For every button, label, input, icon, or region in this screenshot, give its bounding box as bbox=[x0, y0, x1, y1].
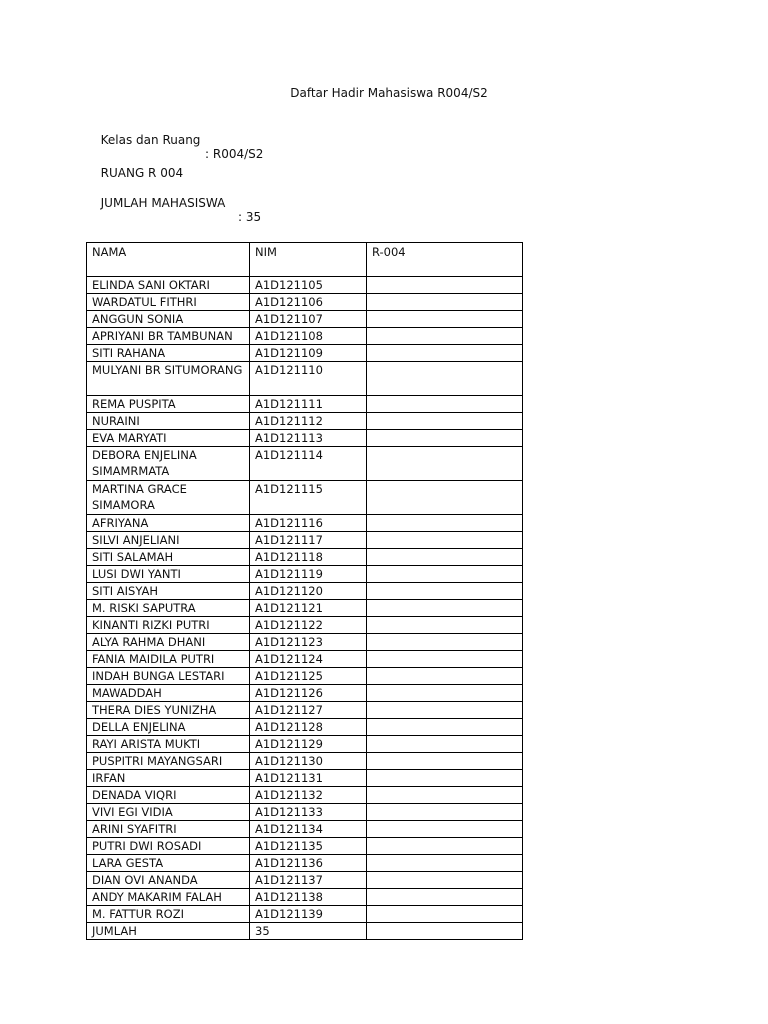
cell-nama: ANGGUN SONIA bbox=[87, 311, 250, 328]
document-title: Daftar Hadir Mahasiswa R004/S2 bbox=[290, 86, 488, 100]
cell-nim: A1D121117 bbox=[250, 532, 367, 549]
table-row bbox=[87, 651, 523, 668]
cell-nim: A1D121109 bbox=[250, 345, 367, 362]
cell-nim: A1D121131 bbox=[250, 770, 367, 787]
table-row bbox=[87, 362, 523, 396]
cell-nim: A1D121130 bbox=[250, 753, 367, 770]
cell-nim: A1D121139 bbox=[250, 906, 367, 923]
cell-r004 bbox=[367, 634, 523, 651]
cell-r004 bbox=[367, 413, 523, 430]
table-row bbox=[87, 294, 523, 311]
table-row bbox=[87, 447, 523, 481]
cell-nama: ARINI SYAFITRI bbox=[87, 821, 250, 838]
cell-nama: SITI RAHANA bbox=[87, 345, 250, 362]
table-row bbox=[87, 668, 523, 685]
table-row bbox=[87, 311, 523, 328]
table-row bbox=[87, 583, 523, 600]
cell-r004 bbox=[367, 719, 523, 736]
table-row bbox=[87, 787, 523, 804]
table-row bbox=[87, 617, 523, 634]
cell-r004 bbox=[367, 396, 523, 413]
kelas-value: : R004/S2 bbox=[205, 147, 264, 161]
cell-nim: A1D121125 bbox=[250, 668, 367, 685]
ruang-label: RUANG R 004 bbox=[100, 166, 184, 180]
table-row bbox=[87, 549, 523, 566]
cell-nama: LARA GESTA bbox=[87, 855, 250, 872]
cell-r004 bbox=[367, 889, 523, 906]
table-row bbox=[87, 770, 523, 787]
footer-r004 bbox=[367, 923, 523, 940]
table-row bbox=[87, 906, 523, 923]
ruang-line bbox=[93, 152, 183, 180]
cell-nim: A1D121129 bbox=[250, 736, 367, 753]
cell-nim: A1D121107 bbox=[250, 311, 367, 328]
cell-nama: ANDY MAKARIM FALAH bbox=[87, 889, 250, 906]
table-row bbox=[87, 532, 523, 549]
table-row bbox=[87, 430, 523, 447]
table-row bbox=[87, 634, 523, 651]
table-row bbox=[87, 396, 523, 413]
cell-r004 bbox=[367, 566, 523, 583]
cell-nama: M. FATTUR ROZI bbox=[87, 906, 250, 923]
cell-r004 bbox=[367, 736, 523, 753]
header-r004: R-004 bbox=[367, 243, 523, 277]
table-footer-row bbox=[87, 923, 523, 940]
cell-nim: A1D121135 bbox=[250, 838, 367, 855]
cell-nama: APRIYANI BR TAMBUNAN bbox=[87, 328, 250, 345]
cell-r004 bbox=[367, 447, 523, 481]
cell-nim: A1D121113 bbox=[250, 430, 367, 447]
table-row bbox=[87, 855, 523, 872]
table-row bbox=[87, 481, 523, 515]
header-nim: NIM bbox=[250, 243, 367, 277]
cell-nim: A1D121112 bbox=[250, 413, 367, 430]
table-row bbox=[87, 685, 523, 702]
cell-nama: M. RISKI SAPUTRA bbox=[87, 600, 250, 617]
table-row bbox=[87, 515, 523, 532]
cell-r004 bbox=[367, 328, 523, 345]
cell-nama: SITI SALAMAH bbox=[87, 549, 250, 566]
cell-nama: MARTINA GRACE SIMAMORA bbox=[87, 481, 250, 515]
cell-r004 bbox=[367, 345, 523, 362]
table-row bbox=[87, 328, 523, 345]
cell-nama: DELLA ENJELINA bbox=[87, 719, 250, 736]
cell-nama: DENADA VIQRI bbox=[87, 787, 250, 804]
cell-nama: ALYA RAHMA DHANI bbox=[87, 634, 250, 651]
attendance-table bbox=[86, 242, 523, 940]
cell-nama: PUTRI DWI ROSADI bbox=[87, 838, 250, 855]
cell-r004 bbox=[367, 532, 523, 549]
cell-r004 bbox=[367, 430, 523, 447]
cell-r004 bbox=[367, 753, 523, 770]
cell-nama: SILVI ANJELIANI bbox=[87, 532, 250, 549]
cell-nim: A1D121120 bbox=[250, 583, 367, 600]
cell-nim: A1D121134 bbox=[250, 821, 367, 838]
table-row bbox=[87, 804, 523, 821]
table-row bbox=[87, 702, 523, 719]
cell-nim: A1D121133 bbox=[250, 804, 367, 821]
cell-nim: A1D121122 bbox=[250, 617, 367, 634]
cell-nama: MAWADDAH bbox=[87, 685, 250, 702]
cell-r004 bbox=[367, 872, 523, 889]
cell-nim: A1D121111 bbox=[250, 396, 367, 413]
header-nama: NAMA bbox=[87, 243, 250, 277]
table-row bbox=[87, 277, 523, 294]
cell-nama: AFRIYANA bbox=[87, 515, 250, 532]
cell-nama: LUSI DWI YANTI bbox=[87, 566, 250, 583]
cell-nama: ELINDA SANI OKTARI bbox=[87, 277, 250, 294]
cell-r004 bbox=[367, 294, 523, 311]
cell-nim: A1D121119 bbox=[250, 566, 367, 583]
cell-r004 bbox=[367, 838, 523, 855]
cell-nama: IRFAN bbox=[87, 770, 250, 787]
cell-r004 bbox=[367, 855, 523, 872]
cell-nim: A1D121118 bbox=[250, 549, 367, 566]
jumlah-label: JUMLAH MAHASISWA bbox=[100, 196, 226, 210]
table-row bbox=[87, 838, 523, 855]
cell-nim: A1D121105 bbox=[250, 277, 367, 294]
attendance-table-body bbox=[87, 243, 523, 940]
table-row bbox=[87, 821, 523, 838]
cell-nama: FANIA MAIDILA PUTRI bbox=[87, 651, 250, 668]
cell-nim: A1D121126 bbox=[250, 685, 367, 702]
cell-r004 bbox=[367, 787, 523, 804]
cell-nama: EVA MARYATI bbox=[87, 430, 250, 447]
cell-nama: THERA DIES YUNIZHA bbox=[87, 702, 250, 719]
cell-nim: A1D121106 bbox=[250, 294, 367, 311]
cell-r004 bbox=[367, 481, 523, 515]
cell-r004 bbox=[367, 617, 523, 634]
cell-r004 bbox=[367, 362, 523, 396]
table-row bbox=[87, 345, 523, 362]
cell-r004 bbox=[367, 651, 523, 668]
cell-nim: A1D121128 bbox=[250, 719, 367, 736]
cell-nim: A1D121116 bbox=[250, 515, 367, 532]
cell-r004 bbox=[367, 804, 523, 821]
cell-r004 bbox=[367, 702, 523, 719]
cell-nama: RAYI ARISTA MUKTI bbox=[87, 736, 250, 753]
cell-nim: A1D121110 bbox=[250, 362, 367, 396]
cell-nama: DEBORA ENJELINA SIMAMRMATA bbox=[87, 447, 250, 481]
footer-value: 35 bbox=[250, 923, 367, 940]
jumlah-line bbox=[93, 182, 262, 224]
cell-nama: NURAINI bbox=[87, 413, 250, 430]
cell-r004 bbox=[367, 906, 523, 923]
cell-nama: INDAH BUNGA LESTARI bbox=[87, 668, 250, 685]
cell-r004 bbox=[367, 549, 523, 566]
cell-r004 bbox=[367, 685, 523, 702]
table-row bbox=[87, 889, 523, 906]
cell-r004 bbox=[367, 515, 523, 532]
cell-nim: A1D121137 bbox=[250, 872, 367, 889]
cell-nim: A1D121121 bbox=[250, 600, 367, 617]
table-row bbox=[87, 600, 523, 617]
table-row bbox=[87, 872, 523, 889]
cell-r004 bbox=[367, 600, 523, 617]
cell-r004 bbox=[367, 770, 523, 787]
cell-r004 bbox=[367, 583, 523, 600]
cell-nama: PUSPITRI MAYANGSARI bbox=[87, 753, 250, 770]
cell-r004 bbox=[367, 311, 523, 328]
cell-nim: A1D121114 bbox=[250, 447, 367, 481]
cell-nim: A1D121136 bbox=[250, 855, 367, 872]
cell-r004 bbox=[367, 821, 523, 838]
cell-nama: SITI AISYAH bbox=[87, 583, 250, 600]
cell-nim: A1D121108 bbox=[250, 328, 367, 345]
cell-nim: A1D121123 bbox=[250, 634, 367, 651]
cell-nim: A1D121115 bbox=[250, 481, 367, 515]
table-row bbox=[87, 719, 523, 736]
cell-r004 bbox=[367, 277, 523, 294]
table-row bbox=[87, 753, 523, 770]
cell-nama: VIVI EGI VIDIA bbox=[87, 804, 250, 821]
table-header-row bbox=[87, 243, 523, 277]
cell-nama: MULYANI BR SITUMORANG bbox=[87, 362, 250, 396]
cell-nama: KINANTI RIZKI PUTRI bbox=[87, 617, 250, 634]
cell-r004 bbox=[367, 668, 523, 685]
cell-nim: A1D121132 bbox=[250, 787, 367, 804]
kelas-label: Kelas dan Ruang bbox=[100, 133, 201, 147]
table-row bbox=[87, 413, 523, 430]
table-row bbox=[87, 736, 523, 753]
footer-label: JUMLAH bbox=[87, 923, 250, 940]
cell-nama: DIAN OVI ANANDA bbox=[87, 872, 250, 889]
cell-nama: REMA PUSPITA bbox=[87, 396, 250, 413]
cell-nim: A1D121138 bbox=[250, 889, 367, 906]
table-row bbox=[87, 566, 523, 583]
cell-nim: A1D121124 bbox=[250, 651, 367, 668]
cell-nim: A1D121127 bbox=[250, 702, 367, 719]
jumlah-value: : 35 bbox=[238, 210, 262, 224]
cell-nama: WARDATUL FITHRI bbox=[87, 294, 250, 311]
